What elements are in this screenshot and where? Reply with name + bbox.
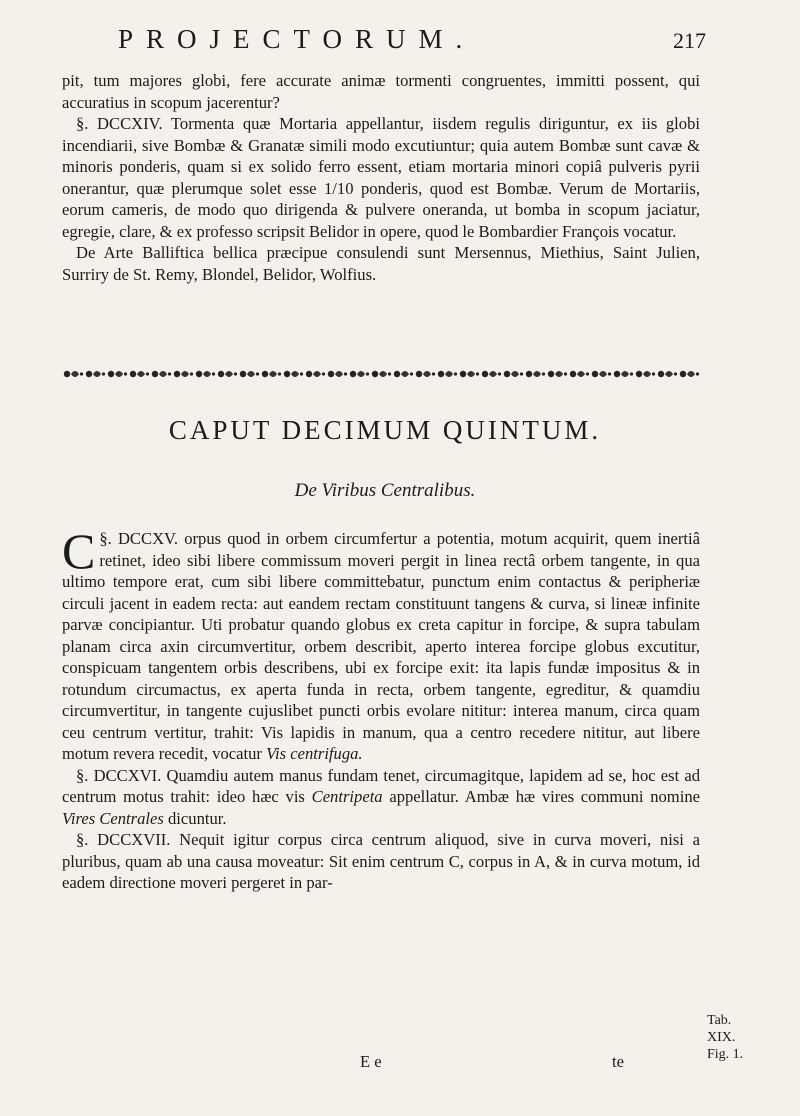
page-number: 217 [673,28,706,53]
term-vires-centrales: Vires Centrales [62,808,164,828]
margin-tab: Tab. [707,1013,732,1028]
running-title: PROJECTORUM. [118,24,476,54]
paragraph-dccxvii: §. DCCXVII. Nequit igitur corpus circa centrum aliquod, sive in curva moveri, nisi a pluribus, quam ab una causa moveatur: Sit enim centrum C, corpus in A, & in curva motum, id eadem directione moveri pergeret in par- [62,830,700,892]
page-header [118,24,706,60]
margin-plate: XIX. [707,1030,736,1045]
paragraph-continuation: pit, tum majores globi, fere accurate animæ tormenti congruentes, immitti possent, qui accuratius in scopum jacerentur? [62,71,700,112]
ornament-border-icon [62,366,700,382]
section-number: §. DCCXV. [99,529,179,548]
paragraph-text: §. DCCXVI. Quamdiu autem manus fundam tenet, circumagitque, lapidem ad se, hoc est ad centrum motus trahit: ideo hæc vis [62,765,700,806]
paragraph-references: De Arte Balliftica bellica præcipue consulendi sunt Mersennus, Miethius, Saint Julien, Surriry de St. Remy, Blondel, Belidor, Wolfius. [62,243,700,284]
paragraph-dccxiv: §. DCCXIV. Tormenta quæ Mortaria appellantur, iisdem regulis diriguntur, ex iis globi incendiarii, sive Bombæ & Granatæ simili modo excutiuntur; quia autem Bombæ sunt cavæ & minoris ponderis, quam si ex solido ferro essent, etiam mortaria minori copiâ pulveris pyrii onerantur, quæ plerumque solet esse 1/10 ponderis, quod est Bombæ. Verum de Mortariis, eorum cameris, de modo quo dirigenda & pulvere oneranda, ut bomba in scopum jaciatur, egregie, clare, & ex professo scripsit Belidor in opere, quod le Bombardier François vocatur. [62,114,700,241]
margin-reference [707,1012,777,1063]
margin-figure: Fig. 1. [707,1047,744,1062]
top-text-block [62,70,700,285]
paragraph-text: dicuntur. [163,808,227,828]
signature-mark: E e [360,1052,382,1071]
chapter-subtitle: De Viribus Centralibus. [294,480,476,501]
term-centripeta: Centripeta [311,787,383,806]
paragraph-text: appellatur. Ambæ hæ vires communi nomine [382,787,700,806]
chapter-title: CAPUT DECIMUM QUINTUM. [168,415,602,445]
paragraph-dccxv [62,523,700,765]
ornamental-rule [62,366,700,382]
paragraph-dccxvi [62,765,700,830]
chapter-body [62,523,700,894]
term-vis-centrifuga: Vis centrifuga. [266,744,363,763]
paragraph-text: orpus quod in orbem circumfertur a potentia, motum acquirit, quem inertiâ retinet, ideo sibi libere commissum moveri pergit in linea rectâ orbem tangente, in qua ultimo tempore erat, cum sibi libere committebatur, punctum enim contactus & peripheriæ circuli jacent in eadem recta: aut eandem rectam constituunt tangens & curva, si lineæ infinite parvæ concipiantur. Uti probatur quando globus ex creta capitur in forcipe, & supra tabulam planam circa axin circumvertitur, orbem describit, aperto interea forcipe globus excutitur, conspicuam tangentem orbis describens, ubi ex forcipe exit: ita lapis fundæ impositus & in rotundum circumactus, ex aperta funda in recta, orbem tangente, egreditur, & quamdiu circumvertitur, in tangente cujuslibet puncti orbis evolare nititur: interea manum, circa quam ceu centrum vertitur, trahit: Vis lapidis in manum, qua a centro recedere nititur, aut libere motum revera recedit, vocatur [62,529,700,763]
catchword: te [612,1052,624,1071]
drop-capital: C [62,523,96,579]
